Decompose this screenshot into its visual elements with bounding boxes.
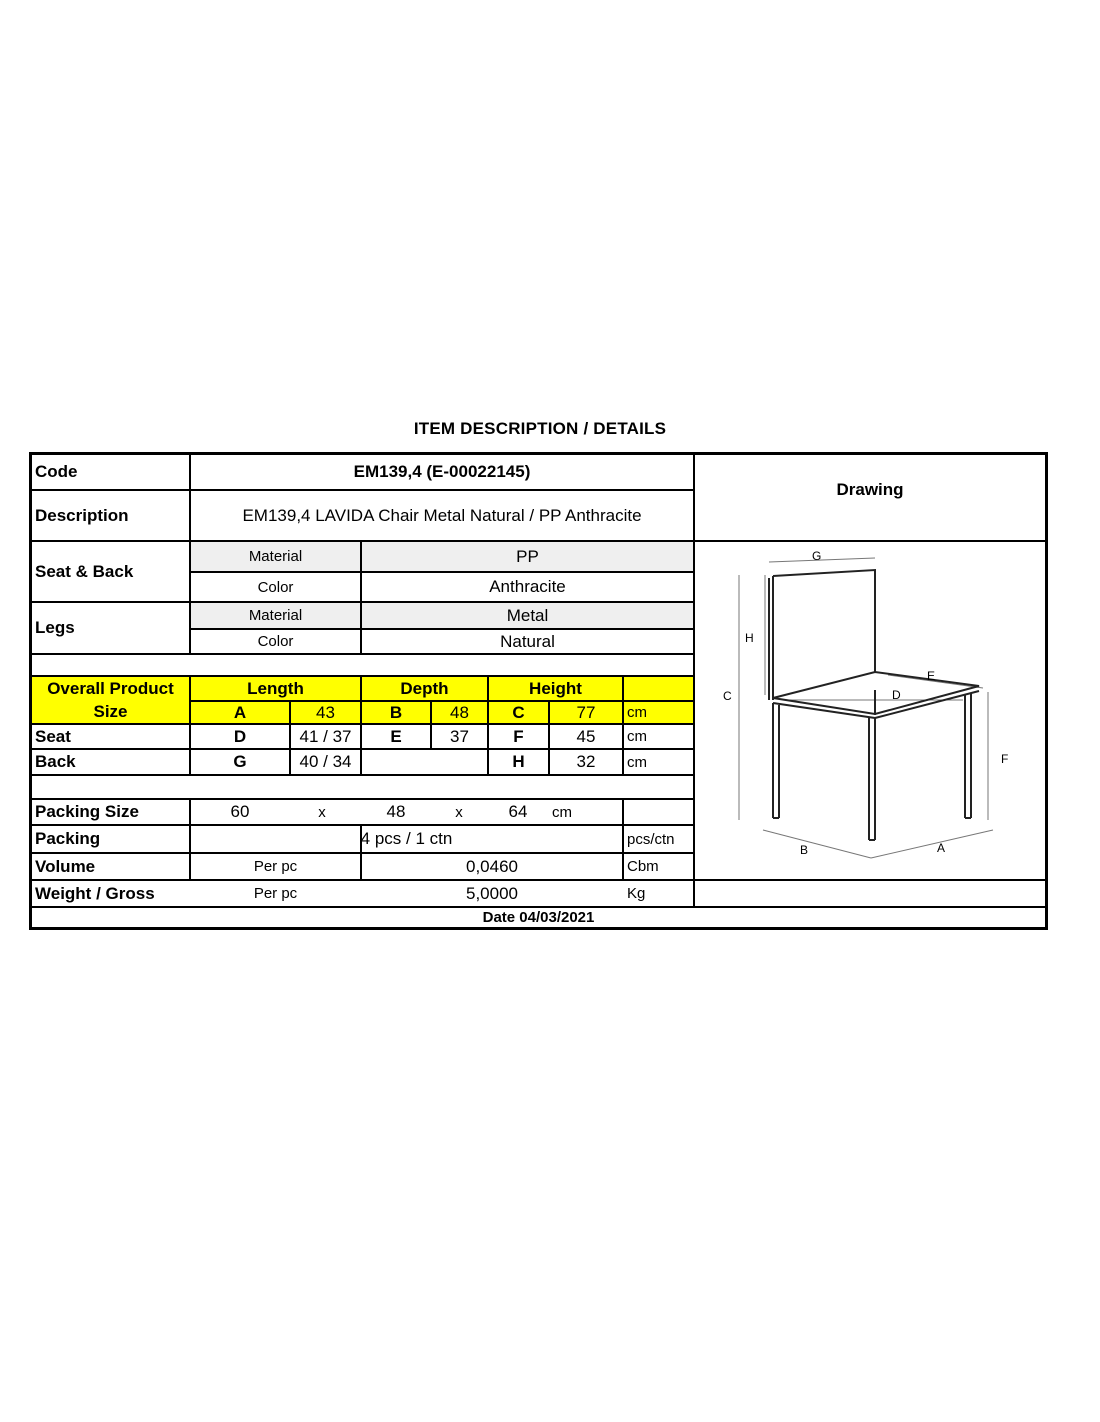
- dim-a-value: 43: [291, 702, 360, 723]
- legs-color-label: Color: [257, 633, 294, 650]
- packing-size-length: 60: [230, 802, 250, 821]
- row-divider: [32, 774, 693, 776]
- size-header: [32, 677, 189, 723]
- dim-h: H: [512, 752, 525, 771]
- back-unit: cm: [627, 753, 647, 771]
- label-d: D: [892, 688, 901, 702]
- size-header-line1: Overall Product: [47, 679, 174, 698]
- dim-g-value: 40 / 34: [299, 752, 352, 771]
- dim-e: E: [390, 726, 402, 746]
- packing-size-x1: x: [318, 803, 326, 821]
- chair-diagram: [693, 540, 1045, 905]
- weight-label: Weight / Gross: [35, 883, 155, 903]
- code-value: EM139,4 (E-00022145): [353, 462, 531, 481]
- seat-unit: cm: [627, 728, 647, 745]
- back-row-label: Back: [35, 752, 76, 771]
- volume-unit: Cbm: [627, 858, 659, 875]
- row-divider: [32, 852, 693, 854]
- legs-material-label: Material: [191, 603, 360, 628]
- dim-g: G: [233, 752, 247, 771]
- dim-f: F: [513, 726, 524, 746]
- label-e: E: [927, 669, 936, 683]
- dim-f-value: 45: [576, 726, 596, 746]
- drawing-label: Drawing: [836, 480, 904, 499]
- weight-value: 5,0000: [466, 883, 518, 903]
- packing-size-unit: cm: [552, 803, 572, 821]
- code-label: Code: [35, 462, 78, 481]
- dim-b: B: [362, 702, 430, 723]
- dim-a: A: [191, 702, 289, 723]
- volume-value: 0,0460: [466, 856, 518, 876]
- packing-label: Packing: [35, 829, 101, 848]
- label-g: G: [812, 549, 822, 563]
- seat-back-material: PP: [362, 542, 693, 571]
- packing-size-width: 48: [386, 802, 406, 821]
- weight-per: Per pc: [253, 885, 298, 902]
- packing-value: 4 pcs / 1 ctn: [360, 829, 453, 848]
- label-h: H: [745, 631, 754, 645]
- seat-back-material-label: Material: [191, 542, 360, 571]
- description-label: Description: [35, 505, 129, 525]
- packing-unit: pcs/ctn: [627, 830, 675, 848]
- unit-header: [624, 677, 693, 700]
- description-value: EM139,4 LAVIDA Chair Metal Natural / PP Anthracite: [242, 505, 642, 525]
- weight-unit: Kg: [627, 885, 646, 902]
- legs-material: Metal: [362, 603, 693, 628]
- depth-header: Depth: [362, 677, 487, 700]
- length-header: Length: [191, 677, 360, 700]
- packing-size-label: Packing Size: [35, 802, 139, 821]
- dim-b-value: 48: [432, 702, 487, 723]
- page-title: ITEM DESCRIPTION / DETAILS: [413, 419, 667, 438]
- dim-c: C: [489, 702, 548, 723]
- overall-unit: cm: [624, 702, 693, 723]
- chair-dimension-drawing: [693, 540, 1045, 905]
- legs-color: Natural: [500, 631, 555, 651]
- packing-size-x2: x: [455, 803, 463, 821]
- height-header: Height: [489, 677, 622, 700]
- volume-label: Volume: [35, 856, 96, 876]
- seat-back-label: Seat & Back: [35, 561, 134, 581]
- dim-d: D: [233, 726, 247, 746]
- seat-back-color: Anthracite: [489, 577, 566, 596]
- seat-row-label: Seat: [35, 726, 71, 746]
- dim-d-value: 41 / 37: [299, 726, 352, 746]
- date-text: Date 04/03/2021: [482, 909, 595, 926]
- packing-size-height: 64: [508, 802, 528, 821]
- size-header-line2: Size: [93, 702, 128, 721]
- label-f: F: [1001, 752, 1009, 766]
- label-b: B: [800, 843, 809, 857]
- label-a: A: [937, 841, 946, 855]
- dim-h-value: 32: [576, 752, 596, 771]
- row-divider: [32, 653, 693, 655]
- seat-back-color-label: Color: [257, 578, 294, 596]
- volume-per: Per pc: [253, 858, 298, 875]
- dim-c-value: 77: [550, 702, 622, 723]
- legs-label: Legs: [35, 618, 75, 637]
- label-c: C: [723, 689, 732, 703]
- dim-e-value: 37: [450, 726, 469, 746]
